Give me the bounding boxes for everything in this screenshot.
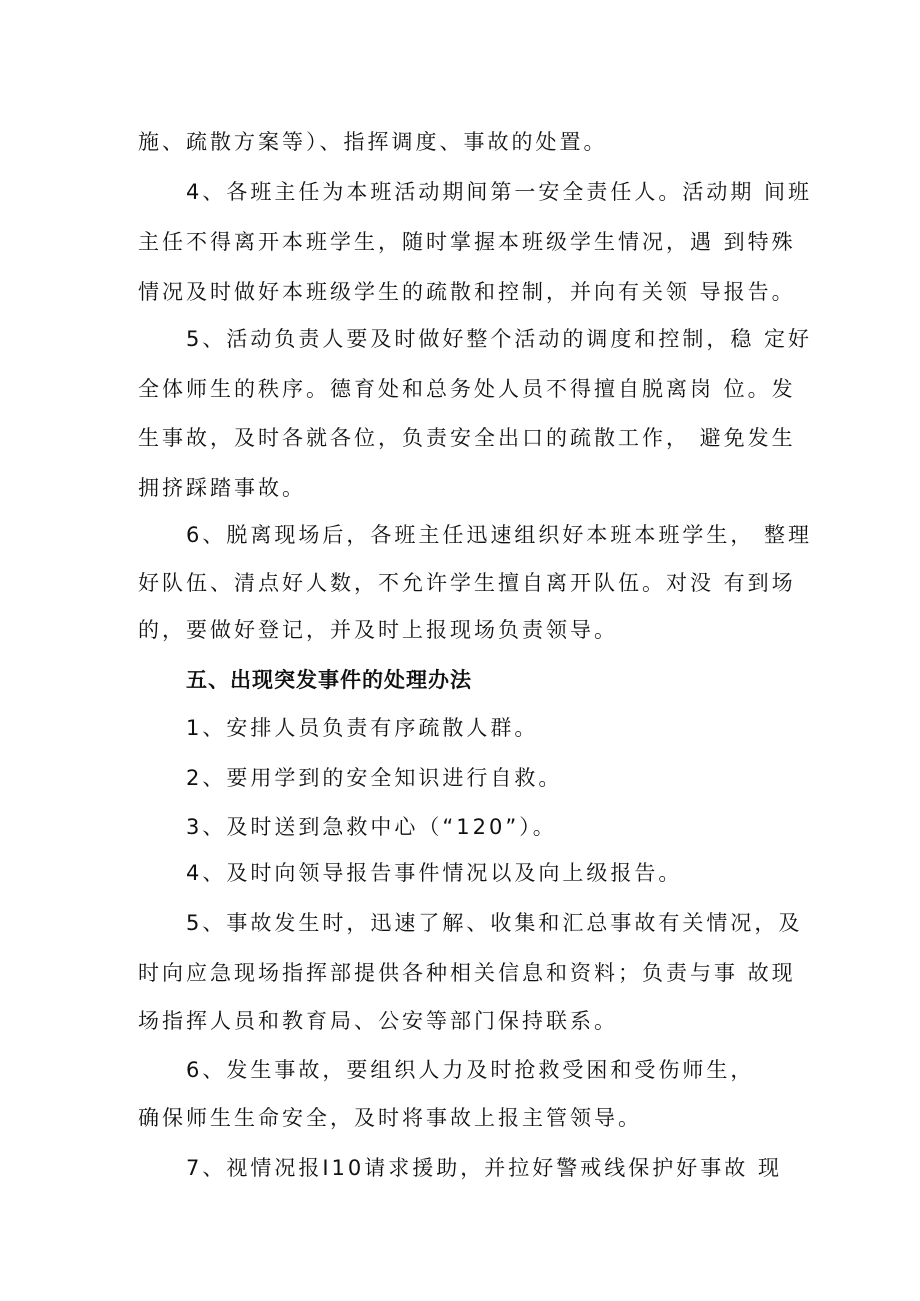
text-line: 生事故，及时各就各位，负责安全出口的疏散工作， 避免发生 (138, 426, 796, 450)
text-line: 时向应急现场指挥部提供各种相关信息和资料；负责与事 故现 (138, 961, 796, 985)
list-item: 3、及时送到急救中心（“120”）。 (186, 815, 557, 839)
list-item: 4、及时向领导报告事件情况以及向上级报告。 (186, 861, 683, 885)
text-line: 全体师生的秩序。德育处和总务处人员不得擅自脱离岗 位。发 (138, 377, 796, 401)
item-4-line: 4、各班主任为本班活动期间第一安全责任人。活动期 间班 (186, 180, 813, 204)
text-line: 确保师生生命安全，及时将事故上报主管领导。 (138, 1106, 642, 1130)
item-5-line: 5、活动负责人要及时做好整个活动的调度和控制，稳 定好 (186, 327, 813, 351)
list-item: 1、安排人员负责有序疏散人群。 (186, 716, 539, 740)
list-item: 7、视情况报I10请求援助，并拉好警戒线保护好事故 现 (186, 1156, 782, 1180)
list-item: 2、要用学到的安全知识进行自救。 (186, 766, 563, 790)
list-item: 5、事故发生时，迅速了解、收集和汇总事故有关情况，及 (186, 911, 803, 935)
text-line: 主任不得离开本班学生，随时掌握本班级学生情况，遇 到特殊 (138, 230, 796, 254)
list-item: 6、发生事故，要组织人力及时抢救受困和受伤师生， (186, 1058, 755, 1082)
text-line: 施、疏散方案等）、指挥调度、事故的处置。 (138, 130, 608, 154)
text-line: 场指挥人员和教育局、公安等部门保持联系。 (138, 1009, 618, 1033)
text-line: 情况及时做好本班级学生的疏散和控制，并向有关领 导报告。 (138, 280, 796, 304)
section-heading: 五、出现突发事件的处理办法 (186, 668, 472, 692)
item-6-line: 6、脱离现场后，各班主任迅速组织好本班本班学生， 整理 (186, 523, 813, 547)
text-line: 拥挤踩踏事故。 (138, 476, 306, 500)
text-line: 好队伍、清点好人数，不允许学生擅自离开队伍。对没 有到场 (138, 571, 796, 595)
text-line: 的，要做好登记，并及时上报现场负责领导。 (138, 618, 618, 642)
